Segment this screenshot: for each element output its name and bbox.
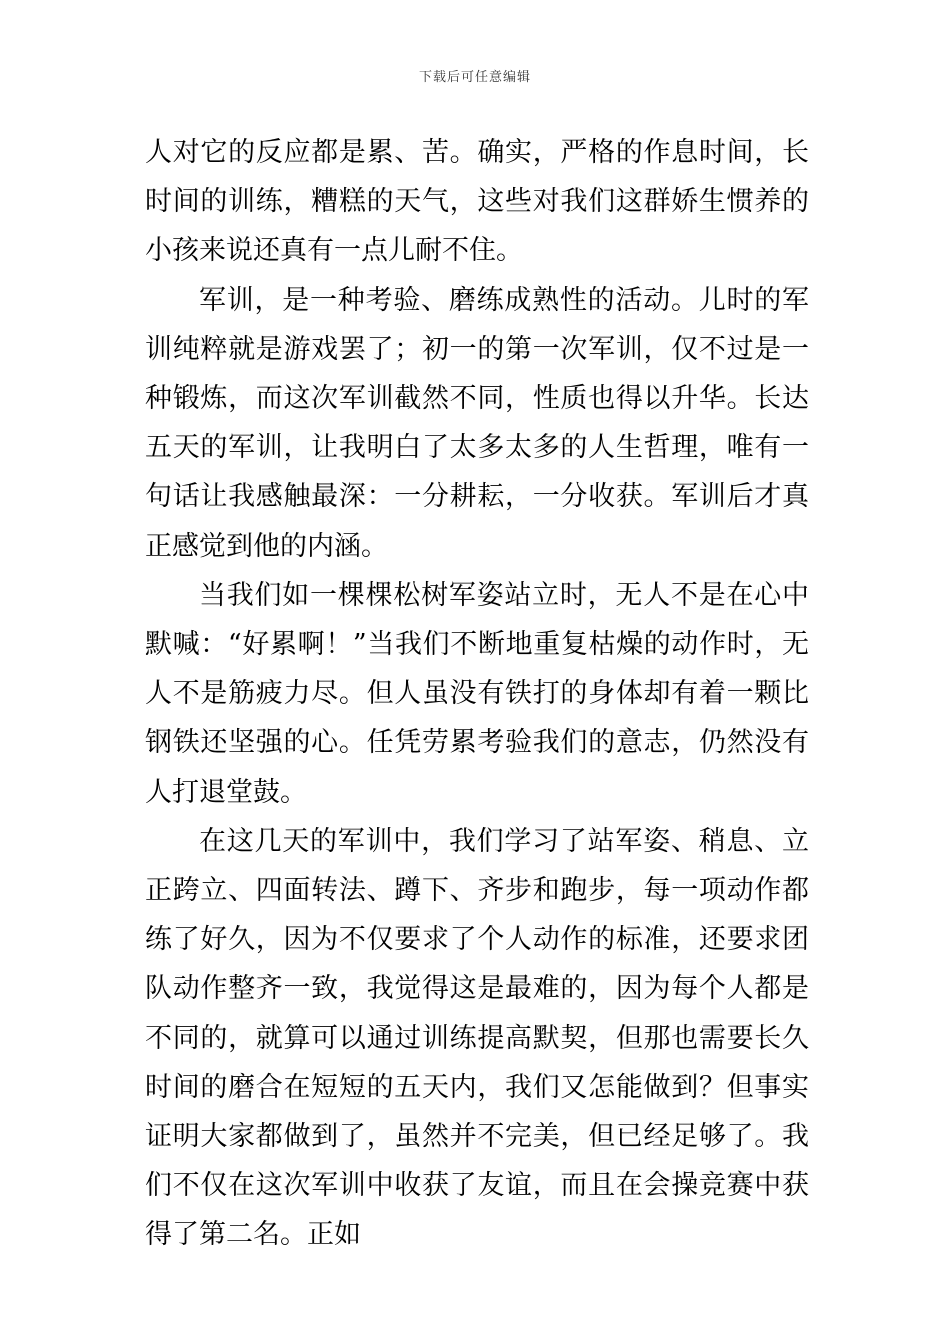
- paragraph-2: 军训，是一种考验、磨练成熟性的活动。儿时的军训纯粹就是游戏罢了；初一的第一次军训，仅不过是一种锻炼，而这次军训截然不同，性质也得以升华。长达五天的军训，让我明白了太多太多的人生哲理，唯有一句话让我感触最深：一分耕耘，一分收获。军训后才真正感觉到他的内涵。: [145, 284, 809, 562]
- paragraph-3: 当我们如一棵棵松树军姿站立时，无人不是在心中默喊：“好累啊！”当我们不断地重复枯燥的动作时，无人不是筋疲力尽。但人虽没有铁打的身体却有着一颗比钢铁还坚强的心。任凭劳累考验我们的意志，仍然没有人打退堂鼓。: [145, 579, 809, 808]
- paragraph-1: 人对它的反应都是累、苦。确实，严格的作息时间，长时间的训练，糟糕的天气，这些对我们这群娇生惯养的小孩来说还真有一点儿耐不住。: [145, 137, 809, 267]
- page-header-note: 下载后可任意编辑: [418, 70, 531, 85]
- document-body: [145, 128, 809, 1260]
- paragraph-4: 在这几天的军训中，我们学习了站军姿、稍息、立正跨立、四面转法、蹲下、齐步和跑步，每一项动作都练了好久，因为不仅要求了个人动作的标准，还要求团队动作整齐一致，我觉得这是最难的，因为每个人都是不同的，就算可以通过训练提高默契，但那也需要长久时间的磨合在短短的五天内，我们又怎能做到？但事实证明大家都做到了，虽然并不完美，但已经足够了。我们不仅在这次军训中收获了友谊，而且在会操竞赛中获得了第二名。正如: [145, 825, 809, 1251]
